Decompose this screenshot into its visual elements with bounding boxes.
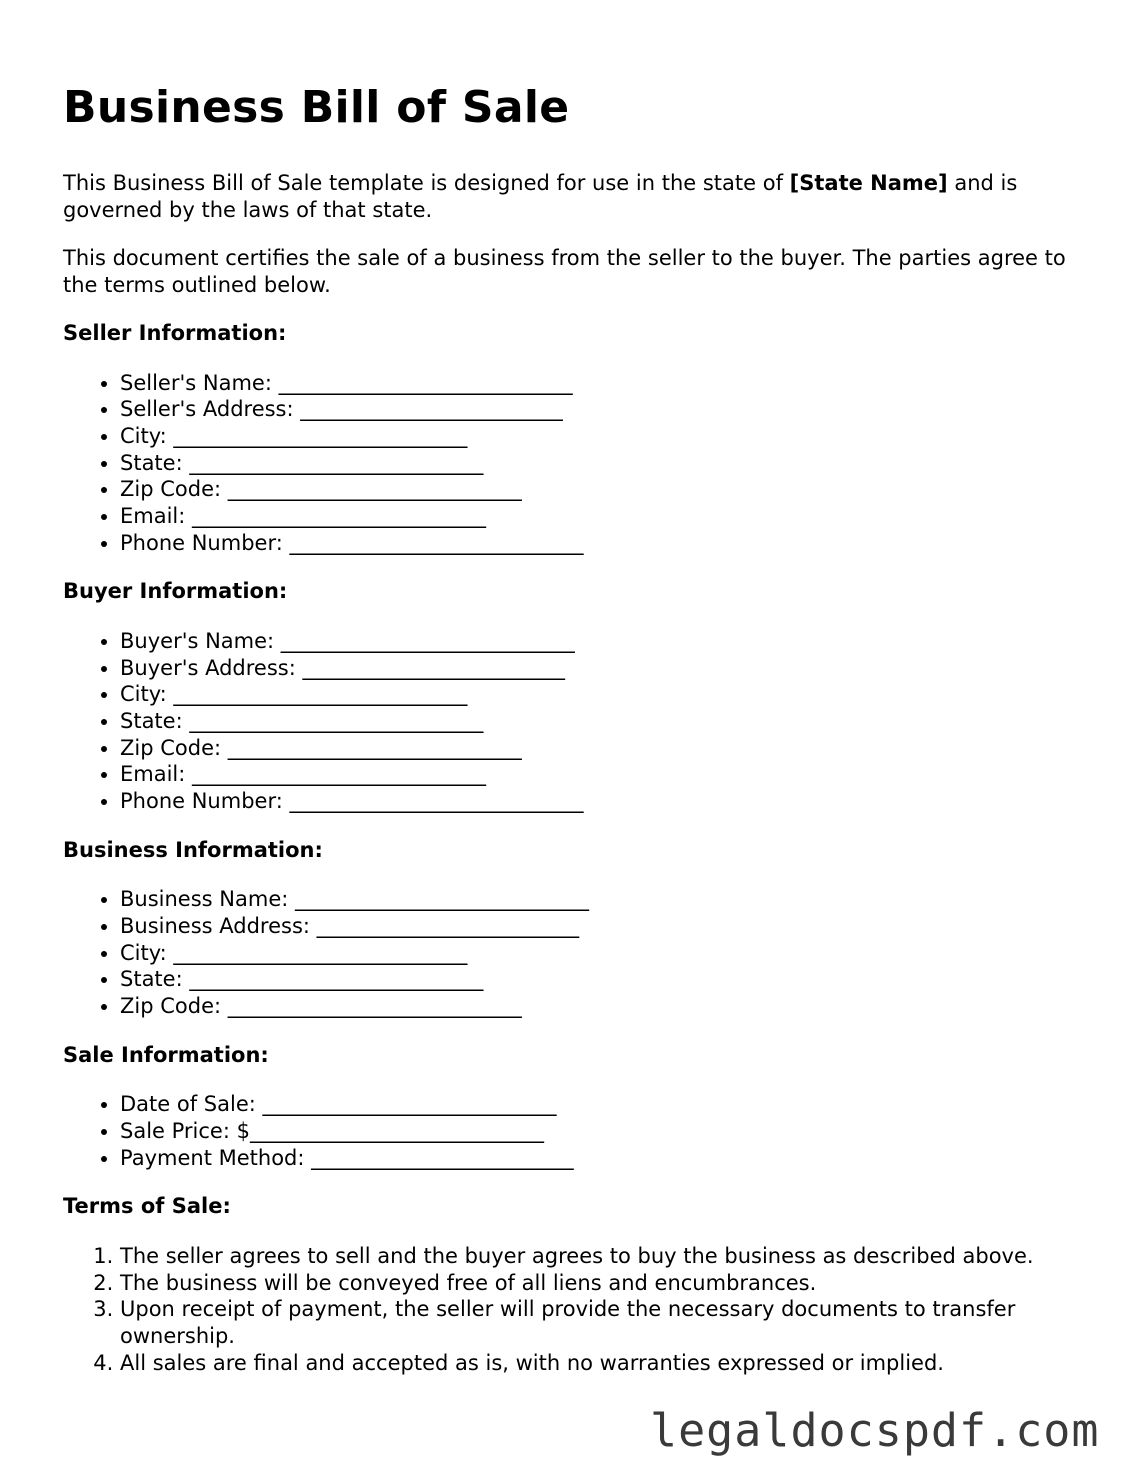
buyer-email-field: • Email: ____________________________ — [120, 761, 1093, 788]
date-of-sale-field: • Date of Sale: ____________________________ — [120, 1091, 1093, 1118]
term-item: 1. The seller agrees to sell and the buyer agrees to buy the business as described above. — [120, 1243, 1093, 1270]
intro-text-before: This Business Bill of Sale template is designed for use in the state of — [63, 171, 790, 195]
terms-of-sale-list — [63, 1243, 1093, 1377]
seller-phone-field: • Phone Number: ____________________________ — [120, 530, 1093, 557]
term-item: 3. Upon receipt of payment, the seller will provide the necessary documents to transfer ownership. — [120, 1296, 1093, 1349]
page-title: Business Bill of Sale — [63, 82, 570, 133]
buyer-address-field: • Buyer's Address: _________________________ — [120, 655, 1093, 682]
seller-state-field: • State: ____________________________ — [120, 450, 1093, 477]
business-information-list — [63, 886, 1093, 1020]
buyer-city-field: • City: ____________________________ — [120, 681, 1093, 708]
business-name-field: • Business Name: ____________________________ — [120, 886, 1093, 913]
state-name-placeholder: [State Name] — [789, 171, 948, 195]
seller-address-field: • Seller's Address: _________________________ — [120, 396, 1093, 423]
seller-name-field: • Seller's Name: ____________________________ — [120, 370, 1093, 397]
term-item: 2. The business will be conveyed free of all liens and encumbrances. — [120, 1270, 1093, 1297]
document-page — [63, 80, 1093, 1398]
buyer-name-field: • Buyer's Name: ____________________________ — [120, 628, 1093, 655]
sale-price-field: • Sale Price: $____________________________ — [120, 1118, 1093, 1145]
buyer-information-heading: Buyer Information: — [63, 579, 288, 604]
seller-city-field: • City: ____________________________ — [120, 423, 1093, 450]
intro-text-after: and is governed by the laws of that state. — [63, 171, 1018, 222]
business-information-heading: Business Information: — [63, 837, 323, 862]
intro-paragraph-sale: This document certifies the sale of a business from the seller to the buyer. The parties agree to the terms outlined below. — [63, 246, 1066, 297]
business-address-field: • Business Address: _________________________ — [120, 913, 1093, 940]
buyer-information-list — [63, 628, 1093, 815]
intro-paragraph-state — [63, 170, 1093, 223]
sale-information-list — [63, 1091, 1093, 1171]
seller-zip-field: • Zip Code: ____________________________ — [120, 476, 1093, 503]
seller-information-list — [63, 370, 1093, 557]
watermark-logo: legaldocspdf.com — [650, 1404, 1100, 1457]
term-item: 4. All sales are final and accepted as is, with no warranties expressed or implied. — [120, 1350, 1093, 1377]
business-city-field: • City: ____________________________ — [120, 940, 1093, 967]
seller-information-heading: Seller Information: — [63, 321, 287, 345]
buyer-state-field: • State: ____________________________ — [120, 708, 1093, 735]
payment-method-field: • Payment Method: _________________________ — [120, 1145, 1093, 1172]
sale-information-heading: Sale Information: — [63, 1042, 269, 1067]
seller-email-field: • Email: ____________________________ — [120, 503, 1093, 530]
business-state-field: • State: ____________________________ — [120, 966, 1093, 993]
business-zip-field: • Zip Code: ____________________________ — [120, 993, 1093, 1020]
buyer-phone-field: • Phone Number: ____________________________ — [120, 788, 1093, 815]
terms-of-sale-heading: Terms of Sale: — [63, 1194, 231, 1219]
buyer-zip-field: • Zip Code: ____________________________ — [120, 735, 1093, 762]
